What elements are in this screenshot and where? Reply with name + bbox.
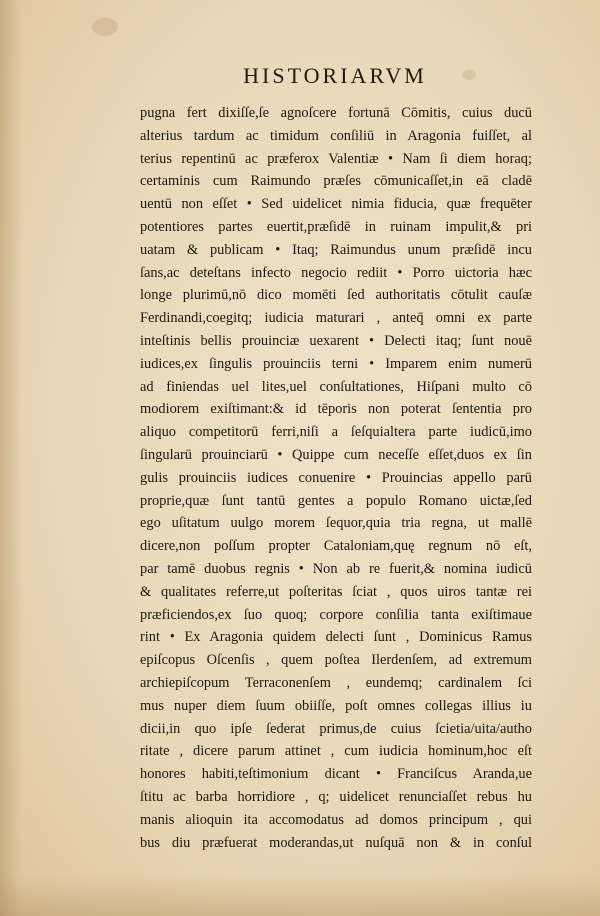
text-block: [140, 102, 532, 854]
text-line: archiepiſcopum Terraconenſem , eundemq; cardinalem ſci: [140, 674, 532, 691]
text-line: proprie,quæ ſunt tantū gentes a populo Romano uictæ,ſed: [140, 492, 532, 509]
text-line: inteſtinis bellis prouinciæ uexarent • Delecti itaq; ſunt nouē: [140, 332, 532, 349]
text-line: bus diu præfuerat moderandas,ut nuſquā non & in conſul: [140, 834, 532, 851]
running-head: HISTORIARVM: [243, 63, 427, 88]
text-line: aliquo competitorū ferri,niſi a ſeſquialtera parte iudicū,imo: [140, 424, 532, 441]
text-line: gulis prouinciis iudices conuenire • Prouincias appello parū: [140, 469, 532, 486]
text-line: & qualitates referre,ut poſteritas ſciat , quos uiros tantæ rei: [140, 583, 532, 600]
text-line: modiorem exiſtimant:& id tēporis non poterat ſententia pro: [140, 401, 532, 418]
text-line: ritate , dicere parum attinet , cum iudicia hominum,hoc eſt: [140, 743, 532, 760]
text-line: præficiendos,ex ſuo quoq; corpore conſilia tanta exiſtimaue: [140, 606, 532, 623]
text-line: Ferdinandi,coegitq; iudicia maturari , anteq̄ omni ex parte: [140, 310, 532, 327]
text-line: honores habiti,teſtimonium dicant • Franciſcus Aranda,ue: [140, 766, 532, 783]
text-line: epiſcopus Oſcenſis , quem poſtea Ilerdenſem, ad extremum: [140, 652, 532, 669]
text-line: dicii,in quo ipſe ſederat primus,de cuius ſcietia/uita/autho: [140, 720, 532, 737]
text-line: longe plurimū,nō dico momēti ſed authoritatis cōtulit cauſæ: [140, 287, 532, 304]
text-line: ſingularū prouinciarū • Quippe cum neceſſe eſſet,duos ex ſin: [140, 446, 532, 463]
text-line: ad finiendas uel lites,uel conſultationes, Hiſpani multo cō: [140, 378, 532, 395]
text-line: manis alioquin ita accomodatus ad domos principum , qui: [140, 811, 532, 828]
text-line: pugna fert dixiſſe,ſe agnoſcere fortunā Cōmitis, cuius ducū: [140, 105, 532, 121]
text-line: ſans,ac deteſtans infecto negocio rediit • Porro uictoria hæc: [140, 264, 532, 281]
text-line: terius repentinū ac præferox Valentiæ • Nam ſi diem horaq;: [140, 150, 532, 167]
text-line: alterius tardum ac timidum conſiliū in Aragonia fuiſſet, al: [140, 127, 532, 144]
text-line: uentū non eſſet • Sed uidelicet nimia fiducia, quæ frequēter: [140, 196, 532, 213]
text-line: iudices,ex ſingulis prouinciis terni • Imparem enim numerū: [140, 355, 532, 372]
text-line: mus nuper diem ſuum obiiſſe, poſt omnes collegas illius iu: [140, 697, 532, 714]
text-line: certaminis cum Raimundo præſes cōmunicaſſet,in eā cladē: [140, 173, 532, 190]
text-line: par tamē duobus regnis • Non ab re fuerit,& nomina iudicū: [140, 560, 532, 577]
text-line: ſtitu ac barba horridiore , q; uidelicet renunciaſſet rebus hu: [140, 788, 532, 805]
paper-stain: [92, 18, 118, 36]
text-line: rint • Ex Aragonia quidem delecti ſunt , Dominicus Ramus: [140, 629, 532, 646]
text-line: uatam & publicam • Itaq; Raimundus unum præſidē incu: [140, 241, 532, 258]
text-line: ego uſitatum uulgo morem ſequor,quia tria regna, ut mallē: [140, 515, 532, 532]
text-line: dicere,non poſſum propter Cataloniam,quę regnum nō eſt,: [140, 538, 532, 555]
text-line: potentiores partes euertit,præſidē in ruinam impulit,& pri: [140, 218, 532, 235]
